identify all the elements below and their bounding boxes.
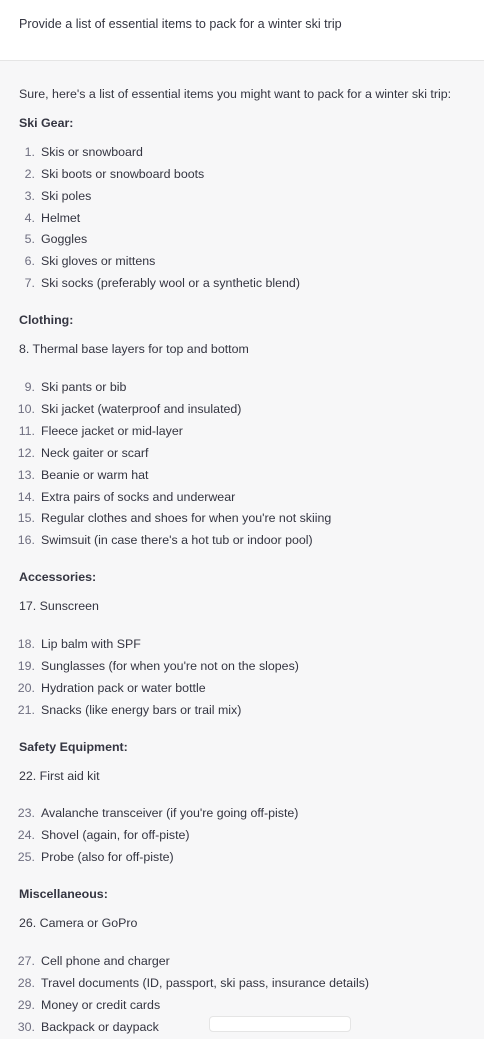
list-item-number: 4. <box>24 210 35 225</box>
list-item-text: Ski poles <box>41 188 92 203</box>
list-item-text: Lip balm with SPF <box>41 637 141 652</box>
list-item <box>19 847 465 869</box>
list-item <box>19 443 465 465</box>
list-item <box>19 377 465 399</box>
section-lead-item: 17. Sunscreen <box>19 599 99 614</box>
list-item-number: 29. <box>17 997 35 1012</box>
list-item <box>19 142 465 164</box>
list-item-number: 11. <box>18 423 35 438</box>
list-item <box>19 803 465 825</box>
list-item-number: 27. <box>17 954 35 968</box>
list-item-number: 23. <box>17 806 35 821</box>
list-item <box>19 208 465 230</box>
list-spacer <box>19 618 465 634</box>
list-item-number: 7. <box>24 276 35 291</box>
section-list <box>19 377 465 552</box>
list-item-number: 5. <box>24 232 35 247</box>
list-item-number: 10. <box>17 401 35 416</box>
list-item-text: Snacks (like energy bars or trail mix) <box>41 702 242 717</box>
list-item-text: Travel documents (ID, passport, ski pass, insurance details) <box>41 975 370 990</box>
list-item-text: Ski pants or bib <box>41 379 127 394</box>
list-item-text: Ski gloves or mittens <box>41 254 156 269</box>
list-item <box>19 229 465 251</box>
user-message <box>0 0 484 61</box>
regenerate-button-edge[interactable] <box>209 1016 351 1032</box>
assistant-message <box>0 61 484 1039</box>
list-item-text: Avalanche transceiver (if you're going off-piste) <box>41 806 299 821</box>
list-item-text: Probe (also for off-piste) <box>41 850 174 865</box>
list-item <box>19 656 465 678</box>
list-spacer <box>19 935 465 951</box>
list-item-number: 24. <box>17 828 35 843</box>
list-item <box>19 825 465 847</box>
section-list <box>19 803 465 869</box>
section-lead-item: 22. First aid kit <box>19 768 100 783</box>
list-item <box>19 186 465 208</box>
section-heading: Ski Gear: <box>19 115 74 130</box>
list-item <box>19 634 465 656</box>
list-item-text: Fleece jacket or mid-layer <box>41 423 183 438</box>
list-item <box>19 700 465 722</box>
list-item-number: 20. <box>17 680 35 695</box>
section-heading: Miscellaneous: <box>19 887 108 902</box>
list-item-number: 14. <box>17 489 35 504</box>
list-item-text: Beanie or warm hat <box>41 467 149 482</box>
list-item-text: Extra pairs of socks and underwear <box>41 489 236 504</box>
section-list <box>19 634 465 722</box>
list-item <box>19 678 465 700</box>
list-item <box>19 251 465 273</box>
list-item-number: 18. <box>17 637 35 652</box>
list-item <box>19 164 465 186</box>
list-item <box>19 995 465 1017</box>
list-item-text: Swimsuit (in case there's a hot tub or indoor pool) <box>41 533 313 548</box>
list-item <box>19 973 465 995</box>
list-spacer <box>19 361 465 377</box>
section-heading: Accessories: <box>19 570 97 585</box>
list-item <box>19 273 465 295</box>
list-item-number: 15. <box>17 511 35 526</box>
list-item-number: 9. <box>24 379 35 394</box>
section-list <box>19 142 465 295</box>
list-item <box>19 487 465 509</box>
list-spacer <box>19 787 465 803</box>
list-item-text: Hydration pack or water bottle <box>41 680 206 695</box>
list-item <box>19 951 465 973</box>
user-message-text: Provide a list of essential items to pack for a winter ski trip <box>19 17 342 31</box>
list-item-text: Backpack or daypack <box>41 1019 159 1034</box>
section-lead-item: 8. Thermal base layers for top and bottom <box>19 342 249 357</box>
list-item <box>19 508 465 530</box>
list-item-number: 12. <box>17 445 35 460</box>
section-heading: Clothing: <box>19 313 74 328</box>
list-item-text: Neck gaiter or scarf <box>41 445 149 460</box>
list-item <box>19 399 465 421</box>
list-item-text: Ski jacket (waterproof and insulated) <box>41 401 242 416</box>
list-item-text: Ski socks (preferably wool or a synthetic blend) <box>41 276 300 291</box>
response-sections <box>19 113 465 1039</box>
list-item <box>19 421 465 443</box>
list-item-number: 30. <box>17 1019 35 1034</box>
list-item-text: Goggles <box>41 232 88 247</box>
list-item-text: Helmet <box>41 210 81 225</box>
list-item-number: 1. <box>24 144 35 159</box>
response-intro: Sure, here's a list of essential items you might want to pack for a winter ski trip: <box>19 87 452 101</box>
list-item-number: 2. <box>24 166 35 181</box>
list-item-text: Ski boots or snowboard boots <box>41 166 205 181</box>
list-item-text: Shovel (again, for off-piste) <box>41 828 190 843</box>
list-item-text: Cell phone and charger <box>41 954 170 968</box>
list-item-text: Money or credit cards <box>41 997 161 1012</box>
list-item <box>19 530 465 552</box>
list-item-number: 21. <box>17 702 35 717</box>
list-item-number: 6. <box>24 254 35 269</box>
list-item <box>19 465 465 487</box>
list-item-number: 28. <box>17 975 35 990</box>
list-item-number: 13. <box>17 467 35 482</box>
list-item-number: 16. <box>17 533 35 548</box>
list-item-number: 19. <box>17 658 35 673</box>
list-item-number: 3. <box>24 188 35 203</box>
list-item-text: Regular clothes and shoes for when you're not skiing <box>41 511 332 526</box>
list-item-number: 25. <box>17 850 35 865</box>
section-lead-item: 26. Camera or GoPro <box>19 916 138 931</box>
list-item-text: Skis or snowboard <box>41 144 143 159</box>
list-item-text: Sunglasses (for when you're not on the slopes) <box>41 658 299 673</box>
section-heading: Safety Equipment: <box>19 739 128 754</box>
